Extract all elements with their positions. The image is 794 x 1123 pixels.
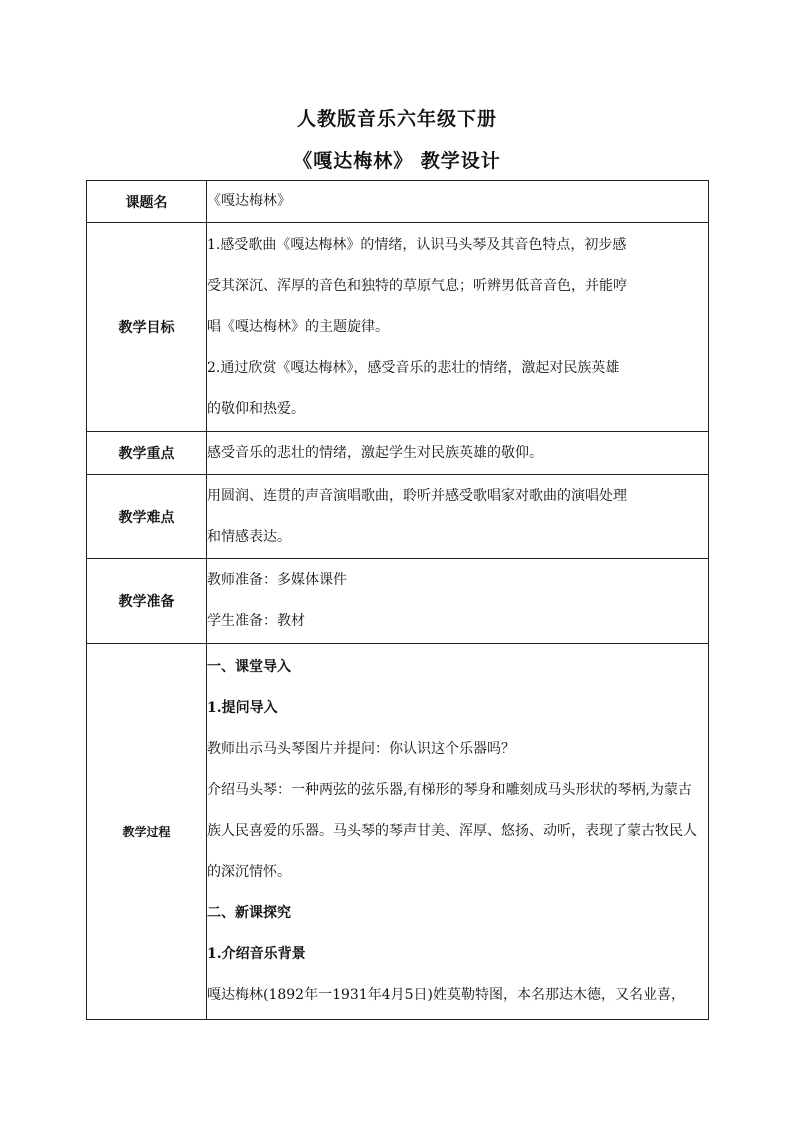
goals-line: 受其深沉、浑厚的音色和独特的草原气息；听辨男低音音色，并能哼: [207, 277, 627, 294]
preparation-line: 学生准备：教材: [207, 613, 305, 629]
row-label-difficulty: 教学难点: [87, 475, 207, 559]
preparation-line: 教师准备：多媒体课件: [207, 572, 347, 588]
row-label-preparation: 教学准备: [87, 559, 207, 644]
document-title: 人教版音乐六年级下册: [296, 108, 497, 130]
row-label-key-point: 教学重点: [87, 432, 207, 475]
goals-line: 的敬仰和热爱。: [207, 400, 305, 417]
section-heading: 二、新课探究: [207, 905, 291, 921]
key-point-value: 感受音乐的悲壮的情绪，激起学生对民族英雄的敬仰。: [207, 432, 709, 475]
table-row-difficulty: [87, 475, 709, 559]
difficulty-line: 用圆润、连贯的声音演唱歌曲，聆听并感受歌唱家对歌曲的演唱处理: [207, 487, 627, 504]
process-line: 族人民喜爱的乐器。马头琴的琴声甘美、浑厚、悠扬、动听，表现了蒙古牧民人: [207, 823, 697, 839]
table-row-preparation: [87, 559, 709, 644]
process-line: 的深沉情怀。: [207, 864, 291, 880]
preparation-content: [207, 559, 709, 644]
process-line: 介绍马头琴：一种两弦的弦乐器,有梯形的琴身和雕刻成马头形状的琴柄,为蒙古: [207, 782, 692, 798]
process-line: 教师出示马头琴图片并提问：你认识这个乐器吗？: [207, 741, 515, 757]
document-subtitle: 《嘎达梅林》 教学设计: [293, 150, 501, 172]
table-row-key-point: [87, 432, 709, 475]
table-row-goals: [87, 223, 709, 432]
goals-line: 唱《嘎达梅林》的主题旋律。: [207, 318, 389, 335]
subsection-heading: 1.介绍音乐背景: [207, 946, 306, 962]
goals-line: 2.通过欣赏《嘎达梅林》，感受音乐的悲壮的情绪，激起对民族英雄: [207, 359, 620, 376]
goals-content: [207, 223, 709, 432]
row-label-goals: 教学目标: [87, 223, 207, 432]
process-content: [207, 644, 709, 1020]
subsection-heading: 1.提问导入: [207, 700, 278, 716]
goals-line: 1.感受歌曲《嘎达梅林》的情绪，认识马头琴及其音色特点，初步感: [207, 236, 627, 253]
table-row-topic: [87, 181, 709, 223]
lesson-plan-table: [86, 180, 709, 1020]
difficulty-line: 和情感表达。: [207, 528, 291, 545]
topic-value: 《嘎达梅林》: [207, 181, 709, 223]
row-label-process: 教学过程: [87, 644, 207, 1020]
table-row-process: [87, 644, 709, 1020]
process-line: 嘎达梅林(1892年一1931年4月5日)姓莫勒特图，本名那达木德，又名业喜，: [207, 987, 685, 1003]
difficulty-content: [207, 475, 709, 559]
row-label-topic: 课题名: [87, 181, 207, 223]
section-heading: 一、课堂导入: [207, 659, 291, 675]
